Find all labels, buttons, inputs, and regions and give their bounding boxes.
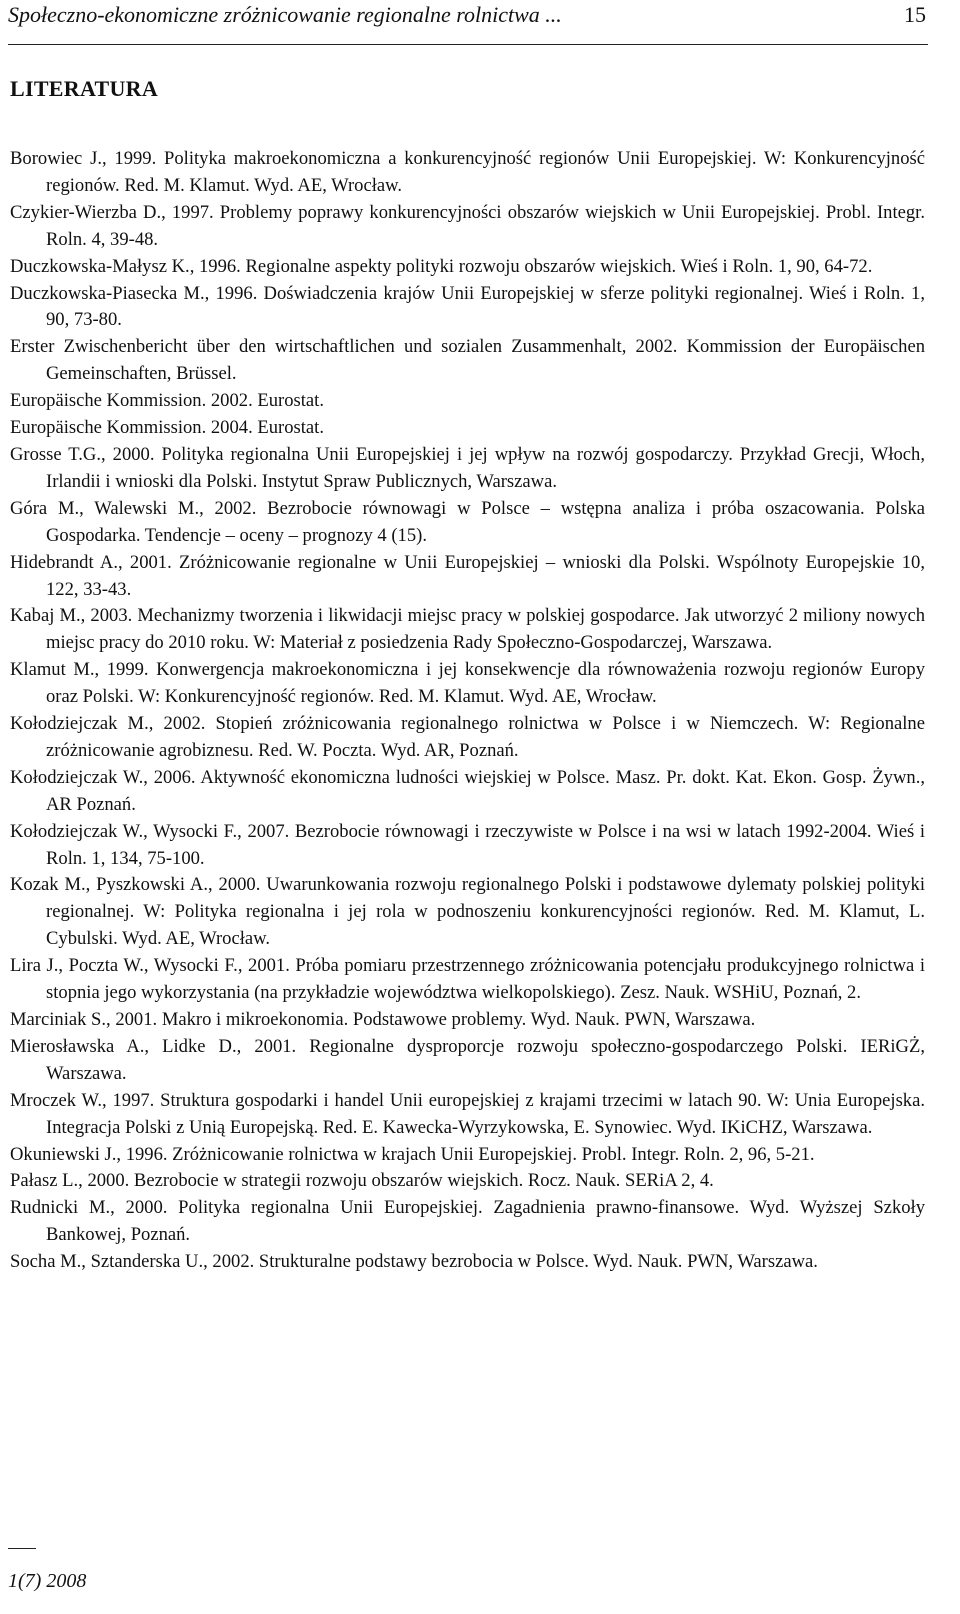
reference-item: Kozak M., Pyszkowski A., 2000. Uwarunkowania rozwoju regionalnego Polski i podstawowe dylematy polskiej polityki regionalnej. W: Polityka regionalna i jej rola w podnoszeniu konkurencyjności regionów. Red. M. Klamut, L. Cybulski. Wyd. AE, Wrocław. [10, 874, 925, 950]
reference-item: Mroczek W., 1997. Struktura gospodarki i handel Unii europejskiej z krajami trzecimi w latach 90. W: Unia Europejska. Integracja Polski z Unią Europejską. Red. E. Kawecka-Wyrzykowska, E. Synowiec. Wyd. IKiCHZ, Warszawa. [10, 1089, 925, 1138]
reference-item: Erster Zwischenbericht über den wirtschaftlichen und sozialen Zusammenhalt, 2002. Kommission der Europäischen Gemeinschaften, Brüssel. [10, 336, 925, 385]
reference-list [10, 146, 925, 1276]
reference-item: Europäische Kommission. 2002. Eurostat. [10, 390, 324, 412]
reference-item: Kabaj M., 2003. Mechanizmy tworzenia i likwidacji miejsc pracy w polskiej gospodarce. Jak utworzyć 2 miliony nowych miejsc pracy do 2010 roku. W: Materiał z posiedzenia Rady Społeczno-Gospodarczej, Warszawa. [10, 605, 925, 654]
reference-item: Europäische Kommission. 2004. Eurostat. [10, 417, 324, 439]
reference-item: Kołodziejczak W., 2006. Aktywność ekonomiczna ludności wiejskiej w Polsce. Masz. Pr. dokt. Kat. Ekon. Gosp. Żywn., AR Poznań. [10, 766, 925, 815]
reference-item: Hidebrandt A., 2001. Zróżnicowanie regionalne w Unii Europejskiej – wnioski dla Polski. Wspólnoty Europejskie 10, 122, 33-43. [10, 551, 925, 600]
reference-item: Pałasz L., 2000. Bezrobocie w strategii rozwoju obszarów wiejskich. Rocz. Nauk. SERiA 2, 4. [10, 1170, 714, 1192]
reference-item: Rudnicki M., 2000. Polityka regionalna Unii Europejskiej. Zagadnienia prawno-finansowe. Wyd. Wyższej Szkoły Bankowej, Poznań. [10, 1197, 925, 1246]
reference-item: Grosse T.G., 2000. Polityka regionalna Unii Europejskiej i jej wpływ na rozwój gospodarczy. Przykład Grecji, Włoch, Irlandii i wnioski dla Polski. Instytut Spraw Publicznych, Warszawa. [10, 443, 925, 492]
reference-item: Kołodziejczak M., 2002. Stopień zróżnicowania regionalnego rolnictwa w Polsce i w Niemczech. W: Regionalne zróżnicowanie agrobiznesu. Red. W. Poczta. Wyd. AR, Poznań. [10, 713, 925, 761]
page-header [8, 0, 928, 45]
reference-item: Duczkowska-Małysz K., 1996. Regionalne aspekty polityki rozwoju obszarów wiejskich. Wieś i Roln. 1, 90, 64-72. [10, 255, 873, 277]
reference-item: Góra M., Walewski M., 2002. Bezrobocie równowagi w Polsce – wstępna analiza i próba oszacowania. Polska Gospodarka. Tendencje – oceny – prognozy 4 (15). [10, 497, 925, 546]
running-title: Społeczno-ekonomiczne zróżnicowanie regionalne rolnictwa ... [8, 2, 562, 27]
reference-item: Czykier-Wierzba D., 1997. Problemy poprawy konkurencyjności obszarów wiejskich w Unii Europejskiej. Probl. Integr. Roln. 4, 39-48. [10, 201, 925, 250]
footer-issue: 1(7) 2008 [8, 1570, 87, 1592]
reference-item: Socha M., Sztanderska U., 2002. Strukturalne podstawy bezrobocia w Polsce. Wyd. Nauk. PWN, Warszawa. [10, 1251, 818, 1273]
reference-item: Marciniak S., 2001. Makro i mikroekonomia. Podstawowe problemy. Wyd. Nauk. PWN, Warszawa. [10, 1009, 756, 1030]
reference-item: Mierosławska A., Lidke D., 2001. Regionalne dysproporcje rozwoju społeczno-gospodarczego Polski. IERiGŻ, Warszawa. [10, 1035, 925, 1084]
footer-rule [8, 1548, 36, 1549]
reference-item: Borowiec J., 1999. Polityka makroekonomiczna a konkurencyjność regionów Unii Europejskiej. W: Konkurencyjność regionów. Red. M. Klamut. Wyd. AE, Wrocław. [10, 148, 925, 196]
reference-item: Okuniewski J., 1996. Zróżnicowanie rolnictwa w krajach Unii Europejskiej. Probl. Integr. Roln. 2, 96, 5-21. [10, 1143, 815, 1165]
reference-item: Klamut M., 1999. Konwergencja makroekonomiczna i jej konsekwencje dla równoważenia rozwoju regionów Europy oraz Polski. W: Konkurencyjność regionów. Red. M. Klamut. Wyd. AE, Wrocław. [10, 659, 925, 708]
reference-item: Lira J., Poczta W., Wysocki F., 2001. Próba pomiaru przestrzennego zróżnicowania potencjału produkcyjnego rolnictwa i stopnia jego wykorzystania (na przykładzie województwa wielkopolskiego). Zesz. Nauk. WSHiU, Poznań, 2. [10, 955, 925, 1004]
section-heading: LITERATURA [10, 76, 159, 101]
page-number: 15 [904, 2, 926, 27]
reference-item: Kołodziejczak W., Wysocki F., 2007. Bezrobocie równowagi i rzeczywiste w Polsce i na wsi w latach 1992-2004. Wieś i Roln. 1, 134, 75-100. [10, 820, 925, 869]
reference-item: Duczkowska-Piasecka M., 1996. Doświadczenia krajów Unii Europejskiej w sferze polityki regionalnej. Wieś i Roln. 1, 90, 73-80. [10, 282, 925, 331]
